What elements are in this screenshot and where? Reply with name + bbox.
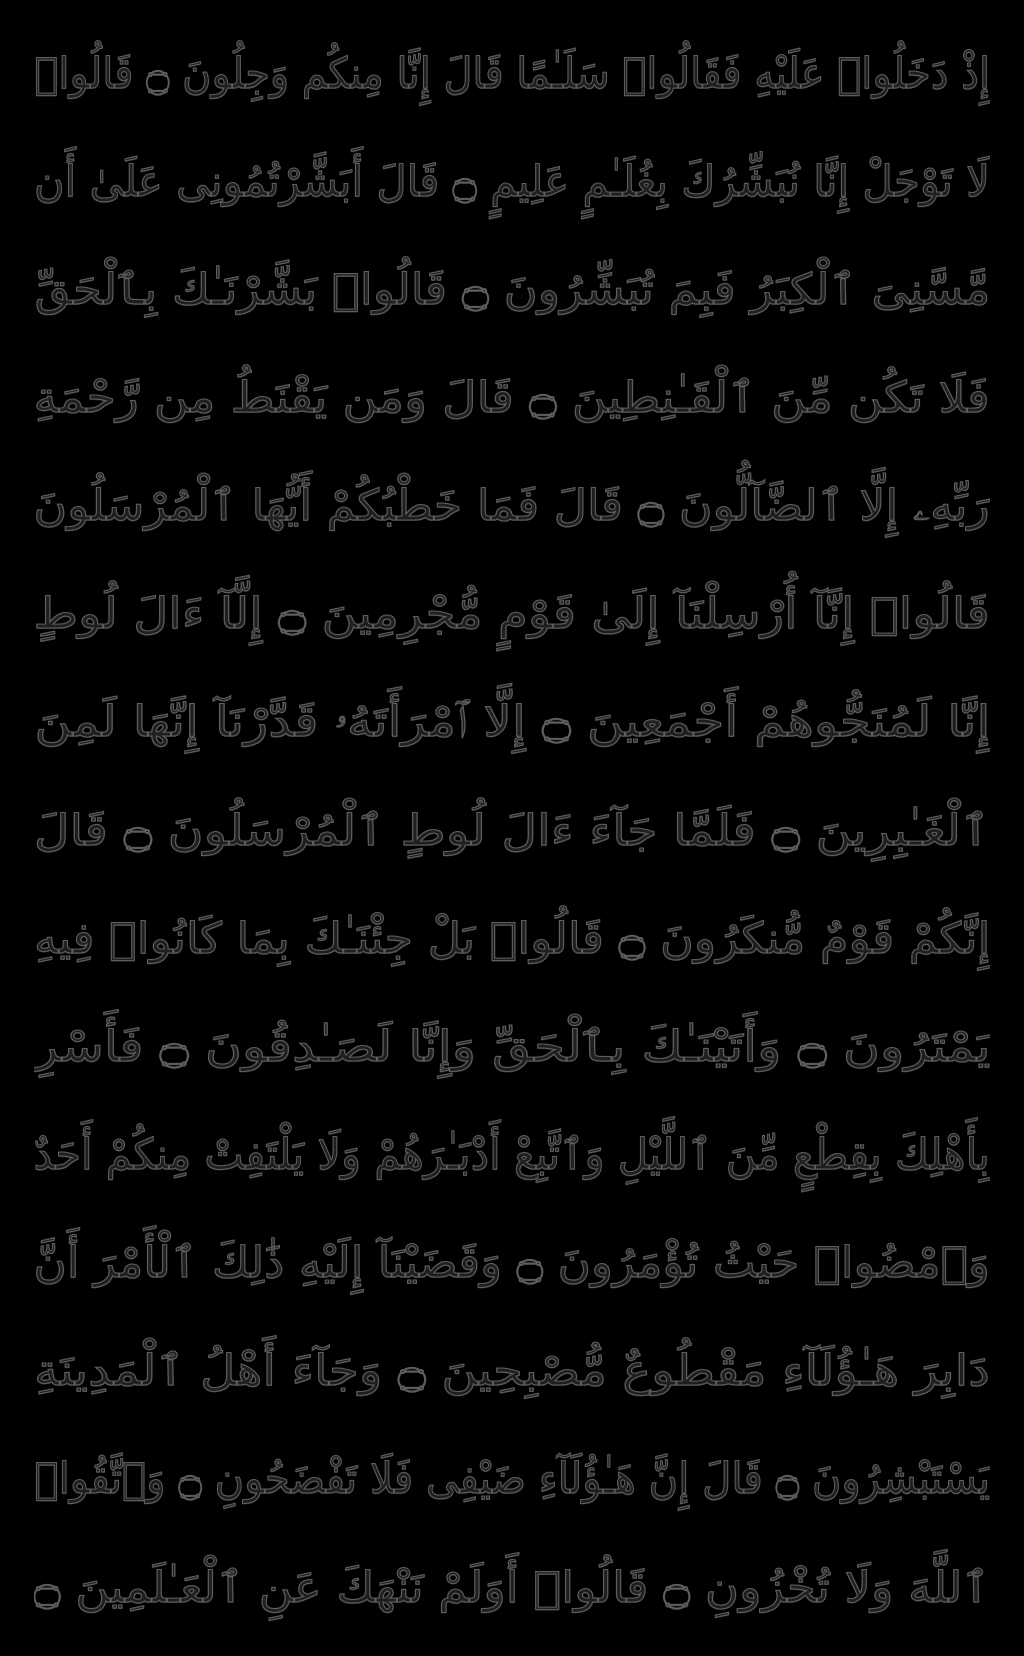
quran-line bbox=[34, 999, 990, 1095]
quran-line-text: يَمْتَرُونَ ۝ وَأَتَيْنَـٰكَ بِٱلْحَقِّ وَإِنَّا لَصَـٰدِقُونَ ۝ فَأَسْرِ bbox=[34, 1021, 990, 1072]
quran-line bbox=[34, 783, 990, 879]
quran-line-text: يَسْتَبْشِرُونَ ۝ قَالَ إِنَّ هَـٰؤُلَآءِ ضَيْفِى فَلَا تَفْضَحُونِ ۝ وَٱتَّقُوا۟ bbox=[34, 1454, 990, 1505]
quran-line-text: دَابِرَ هَـٰؤُلَآءِ مَقْطُوعٌ مُّصْبِحِينَ ۝ وَجَآءَ أَهْلُ ٱلْمَدِينَةِ bbox=[34, 1346, 990, 1397]
quran-line bbox=[34, 134, 990, 230]
quran-line-text: رَبِّهِۦ إِلَّا ٱلضَّآلُّونَ ۝ قَالَ فَمَا خَطْبُكُمْ أَيُّهَا ٱلْمُرْسَلُونَ bbox=[34, 481, 990, 532]
quran-line-text: إِنَّا لَمُنَجُّوهُمْ أَجْمَعِينَ ۝ إِلَّا ٱمْرَأَتَهُۥ قَدَّرْنَآ إِنَّهَا لَمِنَ bbox=[34, 697, 990, 748]
quran-line bbox=[34, 459, 990, 555]
quran-line bbox=[34, 891, 990, 987]
quran-line bbox=[34, 26, 990, 122]
quran-line-text: لَا تَوْجَلْ إِنَّا نُبَشِّرُكَ بِغُلَـٰمٍ عَلِيمٍ ۝ قَالَ أَبَشَّرْتُمُونِى عَلَىٰ أَن bbox=[34, 156, 990, 207]
quran-line-text: ٱللَّهَ وَلَا تُخْزُونِ ۝ قَالُوا۟ أَوَلَمْ نَنْهَكَ عَنِ ٱلْعَـٰلَمِينَ ۝ bbox=[34, 1562, 990, 1613]
quran-line-text: إِنَّكُمْ قَوْمٌ مُّنكَرُونَ ۝ قَالُوا۟ بَلْ جِئْنَـٰكَ بِمَا كَانُوا۟ فِيهِ bbox=[34, 913, 990, 964]
quran-line-text: قَالُوا۟ إِنَّآ أُرْسِلْنَآ إِلَىٰ قَوْمٍ مُّجْرِمِينَ ۝ إِلَّآ ءَالَ لُوطٍ bbox=[34, 589, 990, 640]
quran-line bbox=[34, 242, 990, 338]
quran-line bbox=[34, 1216, 990, 1312]
quran-line-text: مَّسَّنِىَ ٱلْكِبَرُ فَبِمَ تُبَشِّرُونَ ۝ قَالُوا۟ بَشَّرْنَـٰكَ بِٱلْحَقِّ bbox=[34, 264, 990, 315]
quran-line-text: إِذْ دَخَلُوا۟ عَلَيْهِ فَقَالُوا۟ سَلَـٰمًا قَالَ إِنَّا مِنكُم وَجِلُونَ ۝ قَالُوا۟ bbox=[34, 48, 990, 99]
quran-line-text: وَٱمْضُوا۟ حَيْثُ تُؤْمَرُونَ ۝ وَقَضَيْنَآ إِلَيْهِ ذَٰلِكَ ٱلْأَمْرَ أَنَّ bbox=[34, 1238, 990, 1289]
quran-line-text: فَلَا تَكُن مِّنَ ٱلْقَـٰنِطِينَ ۝ قَالَ وَمَن يَقْنَطُ مِن رَّحْمَةِ bbox=[34, 373, 990, 424]
quran-line bbox=[34, 1540, 990, 1636]
quran-line bbox=[34, 350, 990, 446]
quran-line bbox=[34, 675, 990, 771]
quran-line bbox=[34, 1324, 990, 1420]
quran-line-text: بِأَهْلِكَ بِقِطْعٍ مِّنَ ٱللَّيْلِ وَٱتَّبِعْ أَدْبَـٰرَهُمْ وَلَا يَلْتَفِتْ مِنكُمْ أَحَدٌ bbox=[34, 1130, 990, 1181]
quran-line bbox=[34, 1432, 990, 1528]
quran-line-text: ٱلْغَـٰبِرِينَ ۝ فَلَمَّا جَآءَ ءَالَ لُوطٍ ٱلْمُرْسَلُونَ ۝ قَالَ bbox=[34, 805, 990, 856]
quran-line bbox=[34, 1107, 990, 1203]
quran-line bbox=[34, 567, 990, 663]
